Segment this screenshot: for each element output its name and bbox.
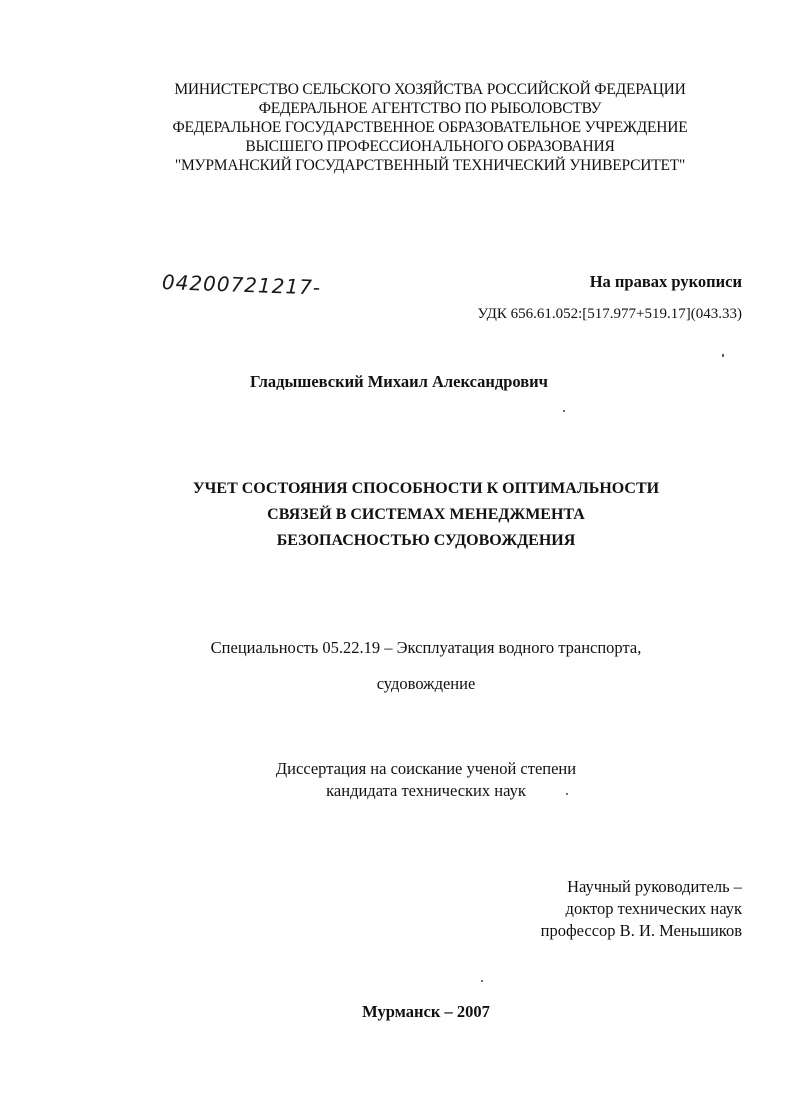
institution-header <box>100 80 760 175</box>
scan-speck <box>566 793 568 795</box>
scan-speck <box>722 354 724 357</box>
header-line-education: ВЫСШЕГО ПРОФЕССИОНАЛЬНОГО ОБРАЗОВАНИЯ <box>245 138 615 155</box>
author-name: Гладышевский Михаил Александрович <box>250 372 548 391</box>
header-line-institution: ФЕДЕРАЛЬНОЕ ГОСУДАРСТВЕННОЕ ОБРАЗОВАТЕЛЬНОЕ УЧРЕЖДЕНИЕ <box>172 119 688 136</box>
title-line: УЧЕТ СОСТОЯНИЯ СПОСОБНОСТИ К ОПТИМАЛЬНОСТИ <box>192 480 660 497</box>
title-line: СВЯЗЕЙ В СИСТЕМАХ МЕНЕДЖМЕНТА <box>267 506 585 523</box>
supervisor-line: Научный руководитель – <box>567 877 742 896</box>
title-line: БЕЗОПАСНОСТЬЮ СУДОВОЖДЕНИЯ <box>276 532 576 549</box>
scan-speck <box>481 980 483 982</box>
handwritten-registration-number: 04200721217- <box>161 270 322 300</box>
header-line-ministry: МИНИСТЕРСТВО СЕЛЬСКОГО ХОЗЯЙСТВА РОССИЙСКОЙ ФЕДЕРАЦИИ <box>174 81 686 98</box>
supervisor-block <box>541 876 742 942</box>
supervisor-line: профессор В. И. Меньшиков <box>540 921 742 940</box>
header-line-university: "МУРМАНСКИЙ ГОСУДАРСТВЕННЫЙ ТЕХНИЧЕСКИЙ УНИВЕРСИТЕТ" <box>174 157 686 174</box>
degree-statement <box>0 758 798 802</box>
specialty-block <box>0 630 798 702</box>
supervisor-line: доктор технических наук <box>565 899 742 918</box>
udc-code: УДК 656.61.052:[517.977+519.17](043.33) <box>477 306 742 322</box>
degree-line: Диссертация на соискание ученой степени <box>275 759 577 778</box>
specialty-line: судовождение <box>376 674 476 693</box>
dissertation-title <box>0 476 798 554</box>
city-year: Мурманск – 2007 <box>362 1002 490 1021</box>
scan-speck <box>563 410 565 412</box>
manuscript-rights-note: На правах рукописи <box>589 272 742 291</box>
header-line-agency: ФЕДЕРАЛЬНОЕ АГЕНТСТВО ПО РЫБОЛОВСТВУ <box>258 100 602 117</box>
specialty-line: Специальность 05.22.19 – Эксплуатация водного транспорта, <box>210 638 642 657</box>
degree-line: кандидата технических наук <box>326 781 526 800</box>
